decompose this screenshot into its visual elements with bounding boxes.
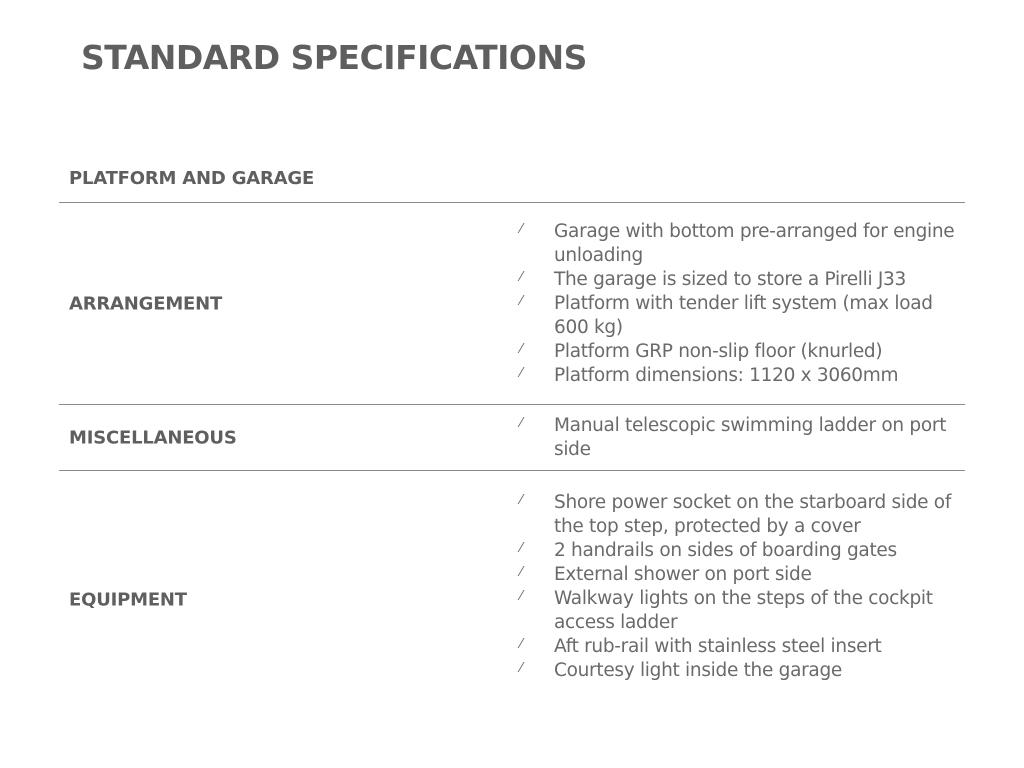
bullet-icon: ⁄ (520, 637, 522, 652)
list-item (518, 563, 958, 587)
list-item (518, 635, 958, 659)
list-item (518, 340, 958, 364)
list-item-text: Shore power socket on the starboard side of the top step, protected by a cover (554, 492, 952, 537)
list-item-text: 2 handrails on sides of boarding gates (554, 540, 897, 561)
spec-list-equipment (518, 491, 958, 683)
list-item-text: Platform dimensions: 1120 x 3060mm (554, 365, 899, 386)
list-item-text: Aft rub-rail with stainless steel insert (554, 636, 882, 657)
list-item-text: Garage with bottom pre-arranged for engine unloading (554, 221, 955, 266)
bullet-icon: ⁄ (520, 342, 522, 357)
page-title: STANDARD SPECIFICATIONS (81, 38, 587, 77)
list-item-text: Platform with tender lift system (max load 600 kg) (554, 293, 933, 338)
list-item-text: Manual telescopic swimming ladder on port side (554, 415, 947, 460)
bullet-icon: ⁄ (520, 565, 522, 580)
list-item-text: Courtesy light inside the garage (554, 660, 842, 681)
bullet-icon: ⁄ (520, 366, 522, 381)
bullet-icon: ⁄ (520, 541, 522, 556)
list-item (518, 491, 958, 539)
list-item-text: Platform GRP non-slip floor (knurled) (554, 341, 883, 362)
list-item-text: The garage is sized to store a Pirelli J33 (554, 269, 906, 290)
list-item (518, 268, 958, 292)
spec-list-miscellaneous (518, 414, 958, 462)
row-label-equipment: EQUIPMENT (69, 589, 187, 611)
divider (59, 202, 965, 203)
bullet-icon: ⁄ (520, 493, 522, 508)
row-label-arrangement: ARRANGEMENT (69, 293, 223, 315)
section-title: PLATFORM AND GARAGE (69, 168, 315, 189)
spec-list-arrangement (518, 220, 958, 388)
bullet-icon: ⁄ (520, 661, 522, 676)
list-item-text: External shower on port side (554, 564, 812, 585)
row-label-miscellaneous: MISCELLANEOUS (69, 427, 237, 449)
list-item (518, 659, 958, 683)
list-item (518, 364, 958, 388)
bullet-icon: ⁄ (520, 270, 522, 285)
bullet-icon: ⁄ (520, 222, 522, 237)
bullet-icon: ⁄ (520, 294, 522, 309)
bullet-icon: ⁄ (520, 416, 522, 431)
bullet-icon: ⁄ (520, 589, 522, 604)
list-item (518, 292, 958, 340)
list-item-text: Walkway lights on the steps of the cockpit access ladder (554, 588, 933, 633)
list-item (518, 539, 958, 563)
list-item (518, 414, 958, 462)
list-item (518, 587, 958, 635)
divider (59, 404, 965, 405)
divider (59, 470, 965, 471)
list-item (518, 220, 958, 268)
